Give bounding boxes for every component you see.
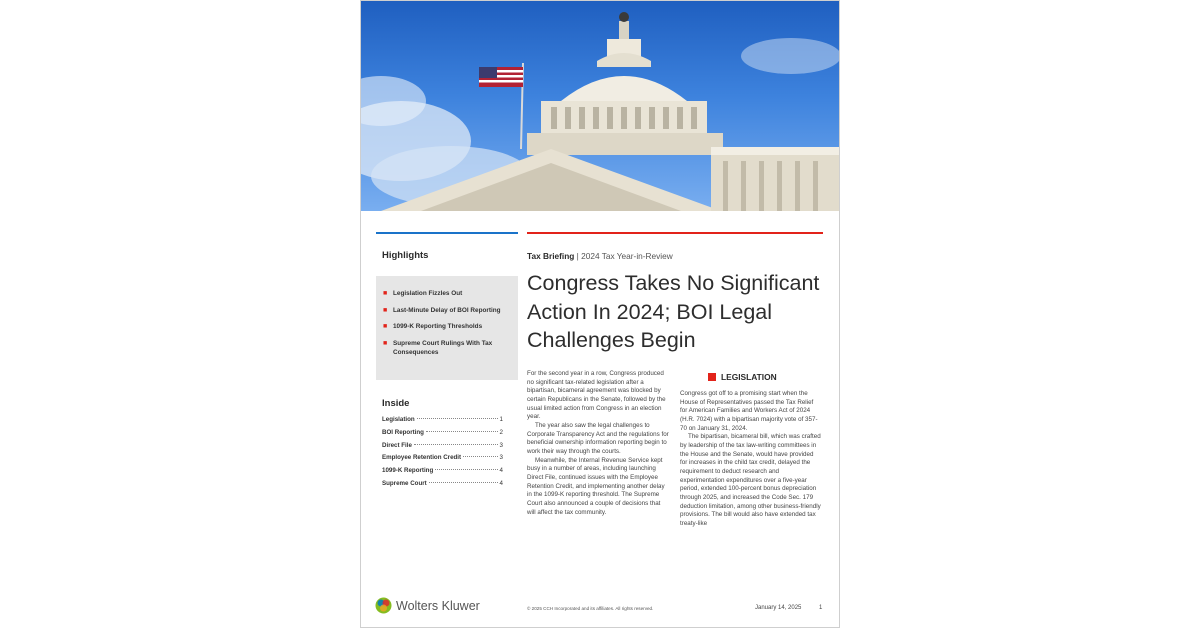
capitol-dome-photo — [361, 1, 839, 211]
intro-column — [527, 370, 669, 517]
highlight-item: ■ Last-Minute Delay of BOI Reporting — [383, 306, 501, 314]
inside-title: Inside — [382, 398, 410, 409]
highlight-item: ■ 1099-K Reporting Thresholds — [383, 323, 483, 330]
headline: Congress Takes No Significant Action In 2024; BOI Legal Challenges Begin — [527, 271, 820, 352]
wolters-kluwer-logo-icon — [375, 597, 392, 614]
toc-item-supreme-court[interactable]: Supreme Court 4 — [382, 479, 503, 487]
legislation-column — [680, 390, 822, 529]
bullet-icon: ■ — [383, 290, 388, 297]
section-marker-icon — [708, 373, 716, 381]
section-heading: LEGISLATION — [708, 372, 777, 382]
toc-item-employee-retention-credit[interactable]: Employee Retention Credit 3 — [382, 454, 503, 462]
wolters-kluwer-logo: Wolters Kluwer — [375, 597, 480, 614]
highlight-item: ■ Legislation Fizzles Out — [383, 290, 463, 297]
toc-item-1099k-reporting[interactable]: 1099-K Reporting 4 — [382, 467, 503, 475]
section-paragraph: Congress got off to a promising start when the House of Representatives passed the Tax Relief for American Families and Workers Act of 2024 (H.R. 7024) with a bipartisan majority vote of 357-70 on January 31, 2024. — [680, 390, 818, 432]
series-kicker: Tax Briefing | 2024 Tax Year-in-Review — [527, 251, 673, 261]
toc-item-direct-file[interactable]: Direct File 3 — [382, 441, 503, 449]
copyright-notice: © 2025 CCH Incorporated and its affiliates. All rights reserved. — [527, 606, 654, 611]
bullet-icon: ■ — [383, 306, 388, 314]
intro-paragraph: The year also saw the legal challenges to Corporate Transparency Act and the regulations for beneficial ownership information reporting begin to work their way through the courts. — [527, 421, 669, 455]
document-page — [360, 0, 840, 628]
highlights-list — [376, 289, 518, 364]
bullet-icon: ■ — [383, 339, 388, 347]
bullet-icon: ■ — [383, 323, 388, 330]
intro-paragraph: For the second year in a row, Congress produced no significant tax-related legislation after a bipartisan, bicameral agreement was blocked by certain Republicans in the Senate, followed by the usual limited action from Congress in an election year. — [527, 370, 666, 421]
table-of-contents — [382, 416, 503, 493]
sidebar-rule — [376, 232, 518, 234]
toc-item-legislation[interactable]: Legislation 1 — [382, 416, 503, 423]
section-paragraph: The bipartisan, bicameral bill, which was crafted by leadership of the tax law-writing committees in the House and the Senate, would have provided for increases in the child tax credit, delayed the requirement to deduct research and experimentation expenditures over a five-year period, extended 100-percent bonus depreciation through 2025, and increased the Code Sec. 179 deduction limitation, among other business-friendly provisions. The bill would also have extended tax treaty-like — [680, 433, 821, 527]
intro-paragraph: Meanwhile, the Internal Revenue Service kept busy in a number of areas, including launching Direct File, continued issues with the Employee Retention Credit, and implementing another delay in the 1099-K reporting threshold. The Supreme Court also announced a couple of decisions that will affect the tax community. — [527, 456, 665, 516]
highlight-item: ■ Supreme Court Rulings With Tax Consequences — [383, 339, 493, 356]
toc-item-boi-reporting[interactable]: BOI Reporting 2 — [382, 428, 503, 436]
header-rule — [527, 232, 823, 234]
page-number: 1 — [819, 605, 823, 611]
highlights-title: Highlights — [382, 250, 429, 261]
highlights-box — [376, 276, 518, 380]
issue-date: January 14, 2025 — [755, 605, 802, 611]
